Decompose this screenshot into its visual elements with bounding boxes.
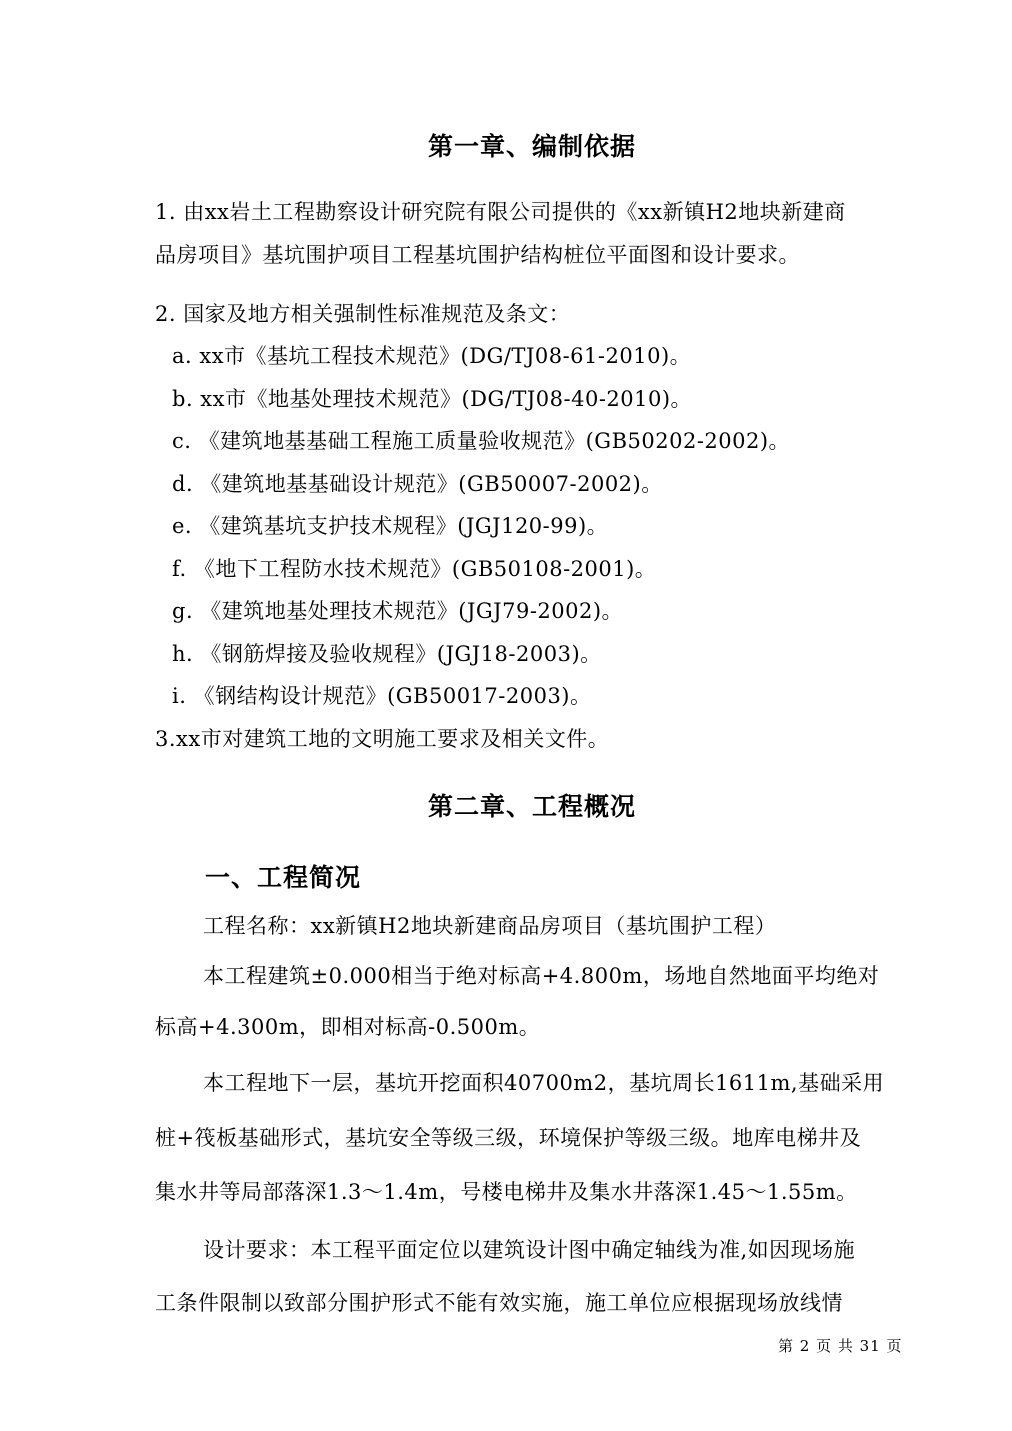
section1-title: 一、工程简况: [205, 863, 362, 892]
item1-line2: 品房项目》基坑围护项目工程基坑围护结构桩位平面图和设计要求。: [155, 243, 800, 267]
standard-item-a: a. xx市《基坑工程技术规范》(DG/TJ08-61-2010)。: [172, 344, 692, 368]
para3-line2: 工条件限制以致部分围护形式不能有效实施，施工单位应根据现场放线情: [155, 1291, 843, 1315]
standard-item-d: d. 《建筑地基基础设计规范》(GB50007-2002)。: [172, 472, 663, 496]
para2-line3: 集水井等局部落深1.3～1.4m，号楼电梯井及集水井落深1.45～1.55m。: [155, 1180, 858, 1204]
para1-line2: 标高+4.300m，即相对标高-0.500m。: [155, 1015, 541, 1039]
standard-item-f: f. 《地下工程防水技术规范》(GB50108-2001)。: [172, 557, 657, 581]
para1-line1: 本工程建筑±0.000相当于绝对标高+4.800m，场地自然地面平均绝对: [203, 964, 880, 988]
standard-item-i: i. 《钢结构设计规范》(GB50017-2003)。: [172, 684, 592, 708]
standard-item-h: h. 《钢筋焊接及验收规程》(JGJ18-2003)。: [172, 642, 602, 666]
item1-line1: 1. 由xx岩土工程勘察设计研究院有限公司提供的《xx新镇H2地块新建商: [155, 200, 846, 224]
standard-item-g: g. 《建筑地基处理技术规范》(JGJ79-2002)。: [172, 599, 624, 623]
para2-line2: 桩+筏板基础形式，基坑安全等级三级，环境保护等级三级。地库电梯井及: [155, 1126, 862, 1150]
chapter2-title: 第二章、工程概况: [428, 792, 637, 821]
para2-line1: 本工程地下一层，基坑开挖面积40700m2，基坑周长1611m,基础采用: [203, 1071, 885, 1095]
page-number-footer: 第 2 页 共 31 页: [778, 1337, 903, 1355]
item2-intro: 2. 国家及地方相关强制性标准规范及条文：: [155, 302, 571, 326]
standard-item-b: b. xx市《地基处理技术规范》(DG/TJ08-40-2010)。: [172, 387, 693, 411]
chapter1-title: 第一章、编制依据: [428, 132, 637, 161]
standard-item-e: e. 《建筑基坑支护技术规程》(JGJ120-99)。: [172, 514, 609, 538]
project-name: 工程名称：xx新镇H2地块新建商品房项目（基坑围护工程）: [203, 914, 777, 938]
item3: 3.xx市对建筑工地的文明施工要求及相关文件。: [155, 727, 610, 751]
standard-item-c: c. 《建筑地基基础工程施工质量验收规范》(GB50202-2002)。: [172, 429, 791, 453]
para3-line1: 设计要求：本工程平面定位以建筑设计图中确定轴线为准,如因现场施: [203, 1238, 856, 1262]
